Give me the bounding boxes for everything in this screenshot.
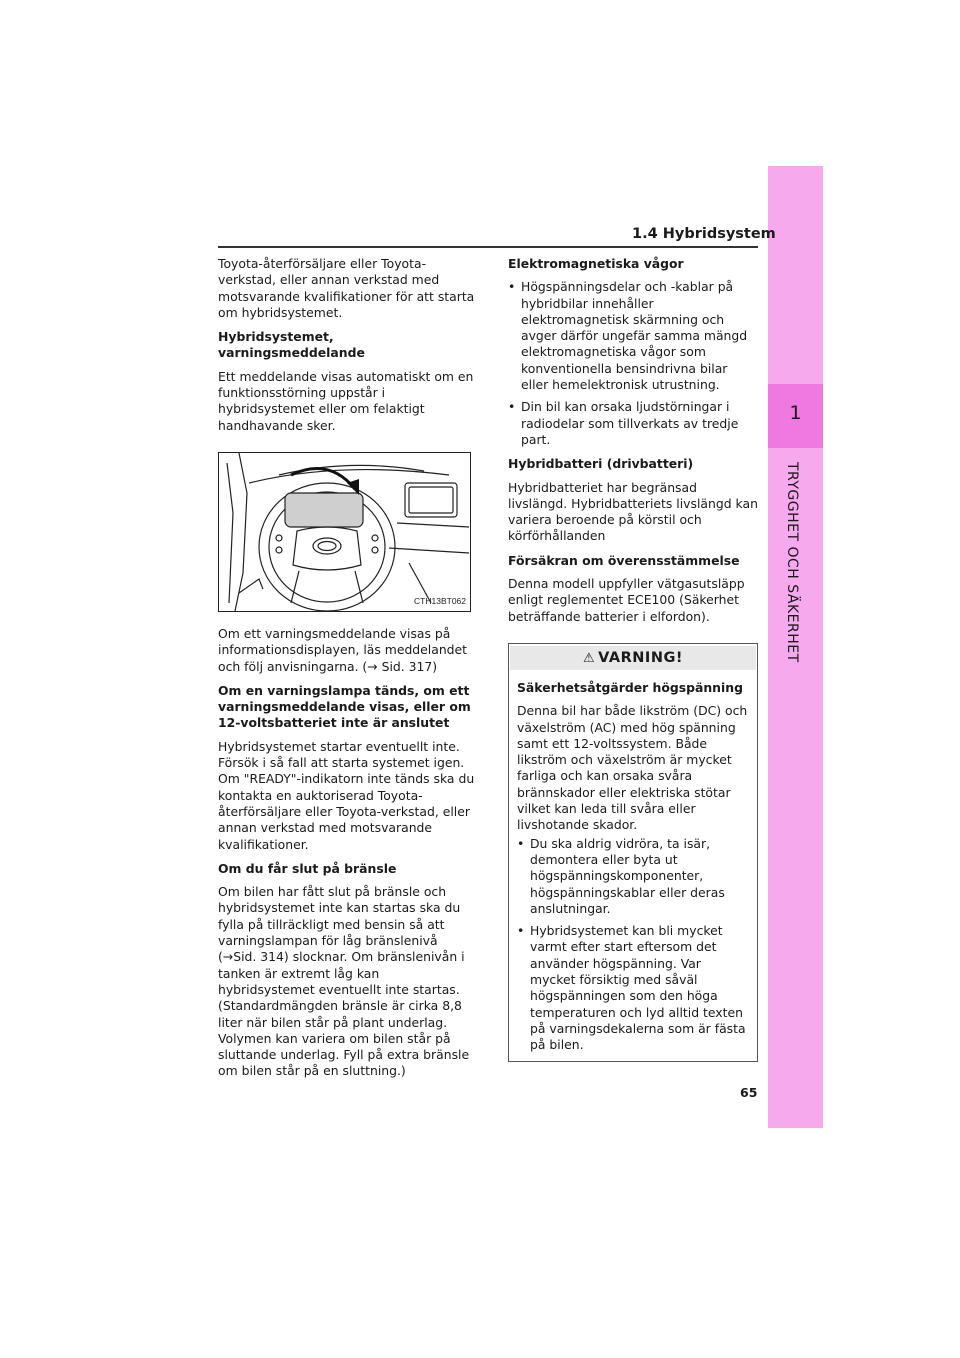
heading-em-waves: Elektromagnetiska vågor	[508, 256, 684, 271]
header-rule	[218, 246, 758, 248]
list-item: • Din bil kan orsaka ljudstörningar i radiodelar som tillverkats av tredje part.	[508, 399, 758, 448]
warning-box	[508, 643, 758, 1063]
conformity-paragraph: Denna modell uppfyller vätgasutsläpp enligt reglementet ECE100 (Säkerhet beträffande batterier i elfordon).	[508, 576, 745, 624]
heading-conformity: Försäkran om överensstämmelse	[508, 552, 740, 568]
figure-code: CTH13BT062	[414, 595, 466, 606]
warning-subtitle: Säkerhetsåtgärder högspänning	[517, 679, 743, 695]
section-title: 1.4 Hybridsystem	[632, 226, 776, 242]
warning-title: VARNING!	[598, 649, 683, 666]
steering-wheel-drawing	[219, 453, 470, 611]
list-item: • Högspänningsdelar och -kablar på hybridbilar innehåller elektromagnetisk skärmning och avger därför ungefär samma mängd elektromagnetiska vågor som konventionella bensindrivna bilar eller hemelektronisk utrustning.	[508, 279, 758, 393]
after-figure-paragraph: Om ett varningsmeddelande visas på informationsdisplayen, läs meddelandet och följ anvisningarna. (→ Sid. 317)	[218, 625, 468, 674]
list-item: • Hybridsystemet kan bli mycket varmt efter start eftersom det använder högspänning. Var mycket försiktig med såväl högspänningen som den höga temperaturen och lyd alltid texten på varningsdekalerna som är fästa på bilen.	[517, 923, 749, 1053]
warning-header	[510, 646, 756, 670]
warning-bullet-list	[517, 836, 749, 1054]
warning-message-paragraph: Ett meddelande visas automatiskt om en funktionsstörning uppstår i hybridsystemet eller om felaktigt handhavande sker.	[218, 368, 474, 433]
left-column	[218, 256, 476, 1088]
chapter-number: 1	[789, 402, 802, 424]
heading-warning-lamp: Om en varningslampa tänds, om ett varningsmeddelande visas, eller om 12-voltsbatteriet inte är anslutet	[218, 682, 471, 731]
fuel-paragraph: Om bilen har fått slut på bränsle och hybridsystemet inte kan startas ska du fylla på tillräckligt med bensin så att varningslampan för låg bränslenivå (→Sid. 314) slocknar. Om bränslenivån i tanken är extremt låg kan hybridsystemet eventuellt inte startas.	[218, 884, 465, 997]
right-column	[508, 256, 758, 1062]
chapter-side-tab	[768, 166, 823, 1128]
warning-triangle-icon: ⚠	[583, 650, 596, 666]
em-bullet-list	[508, 279, 758, 448]
heading-fuel: Om du får slut på bränsle	[218, 860, 397, 876]
page-number: 65	[740, 1085, 758, 1100]
warning-lamp-paragraph: Hybridsystemet startar eventuellt inte. Försök i så fall att starta systemet igen. Om "READY"-indikatorn inte tänds ska du kontakta en auktoriserad Toyota-återförsäljare eller Toyota-verkstad, eller annan verkstad med motsvarande kvalifikationer.	[218, 738, 475, 852]
fuel-note-paragraph: (Standardmängden bränsle är cirka 8,8 liter när bilen står på plant underlag. Volymen kan variera om bilen står på sluttande underlag. Fyll på extra bränsle om bilen står på en sluttning.)	[218, 998, 470, 1079]
chapter-title: TRYGGHET OCH SÄKERHET	[784, 462, 800, 663]
warning-text: Denna bil har både likström (DC) och växelström (AC) med hög spänning samt ett 12-voltssystem. Både likström och växelström är mycket farliga och kan orsaka svåra brännskador eller elektriska stötar vilket kan leda till svåra eller livshotande skador.	[517, 703, 748, 833]
heading-warning-message: Hybridsystemet, varningsmeddelande	[218, 329, 365, 361]
dashboard-illustration	[218, 452, 471, 612]
heading-hybrid-battery: Hybridbatteri (drivbatteri)	[508, 456, 694, 472]
list-item: • Du ska aldrig vidröra, ta isär, demontera eller byta ut högspänningskomponenter, högspänningskablar eller deras anslutningar.	[517, 836, 749, 917]
intro-paragraph: Toyota-återförsäljare eller Toyota-verkstad, eller annan verkstad med motsvarande kvalifikationer för att starta om hybridsystemet.	[218, 256, 475, 320]
hybrid-battery-paragraph: Hybridbatteriet har begränsad livslängd. Hybridbatteriets livslängd kan variera beroende på körstil och körförhållanden	[508, 479, 758, 544]
